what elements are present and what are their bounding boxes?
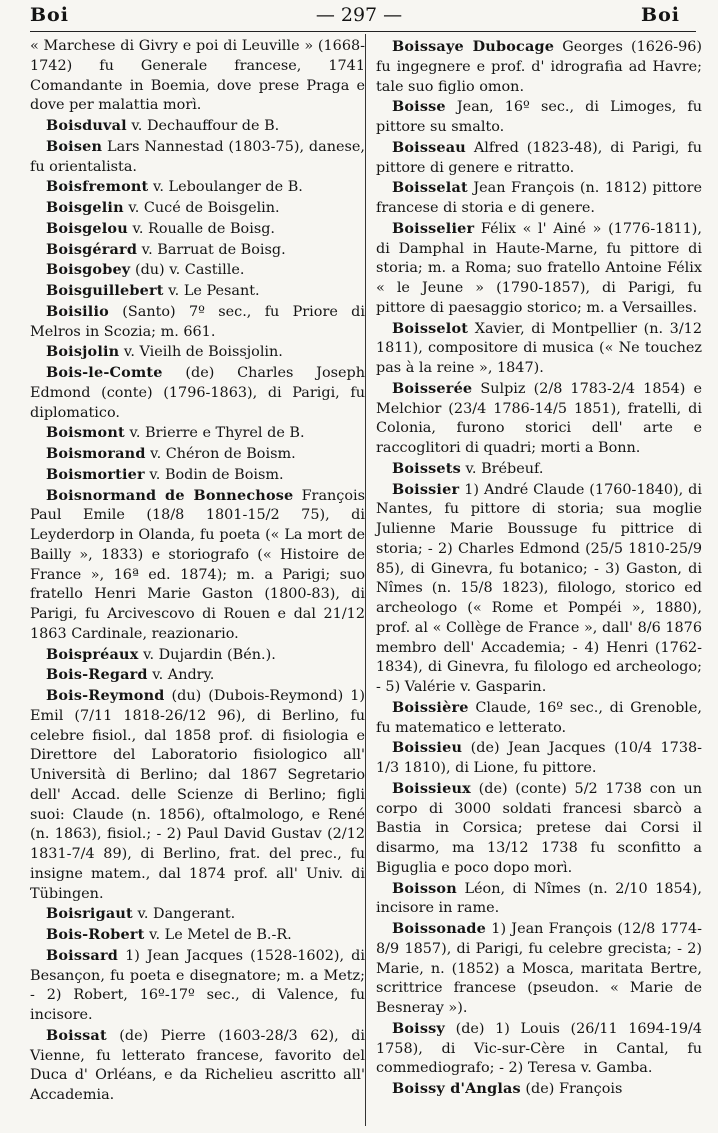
- entry-headword: Boisilio: [46, 302, 109, 320]
- dictionary-entry: [30, 260, 365, 281]
- entry-headword: Boismortier: [46, 465, 145, 483]
- dictionary-entry: [376, 779, 702, 879]
- entry-text: François Paul Emile (18/8 1801-15/2 75), di Leyderdorp in Olanda, fu poeta (« La mort de Bailly », 1833) e storiografo (« Histoire de France », 16ª ed. 1874); m. a Parigi; suo fratello Henri Marie Gaston (1800-83), di Parigi, fu Arcivescovo di Rouen e dal 21/12 1863 Cardinale, reazionario.: [30, 487, 365, 642]
- dictionary-entry: [30, 137, 365, 178]
- entry-text: v. Brierre e Thyrel de B.: [124, 425, 305, 442]
- entry-text: Lars Nannestad (1803-75), danese, fu orientalista.: [30, 138, 365, 175]
- entry-headword: Boisfremont: [46, 178, 149, 196]
- entry-text: Georges (1626-96) fu ingegnere e prof. d' idrografia ad Havre; tale suo figlio omon.: [376, 39, 703, 95]
- entry-headword: Boisnormand de Bonnechose: [46, 486, 294, 504]
- dictionary-entry: [30, 363, 365, 423]
- entry-text: « Marchese di Givry e poi di Leuville » (1668-1742) fu Generale francese, 1741 Comandante in Boemia, dove prese Praga e dove per malattia morì.: [30, 38, 365, 114]
- entry-headword: Boissat: [46, 1026, 107, 1044]
- dictionary-entry: [30, 1026, 365, 1106]
- entry-headword: Boissier: [392, 480, 460, 498]
- dictionary-entry: [30, 177, 365, 198]
- entry-headword: Boisguillebert: [46, 282, 164, 299]
- entry-text: v. Vieilh de Boissjolin.: [119, 344, 283, 361]
- dictionary-entry: [30, 465, 365, 486]
- entry-headword: Bois-le-Comte: [46, 364, 163, 381]
- dictionary-entry: [30, 116, 365, 137]
- entry-text: v. Chéron de Boism.: [145, 446, 296, 462]
- entry-headword: Boisson: [392, 879, 457, 897]
- dictionary-entry: [376, 459, 702, 480]
- dictionary-entry: [30, 444, 365, 465]
- entry-text: Alfred (1823-48), di Parigi, fu pittore di genere e ritratto.: [376, 139, 702, 176]
- entry-text: Léon, di Nîmes (n. 2/10 1854), incisore in rame.: [376, 880, 702, 917]
- dictionary-entry: [376, 698, 702, 739]
- entry-headword: Boismorand: [46, 445, 146, 462]
- entry-headword: Boissaye Dubocage: [392, 38, 555, 55]
- entry-headword: Boismont: [46, 424, 125, 442]
- dictionary-entry: [376, 319, 702, 379]
- entry-headword: Boissonade: [392, 920, 487, 937]
- entry-text: v. Dechauffour de B.: [126, 118, 280, 134]
- entry-headword: Boissard: [46, 946, 119, 964]
- entry-headword: Boissets: [392, 459, 461, 477]
- entry-text: v. Le Pesant.: [163, 283, 260, 299]
- dictionary-entry: [376, 379, 702, 459]
- entry-text: (Santo) 7º sec., fu Priore di Melros in Scozia; m. 661.: [30, 303, 365, 340]
- dictionary-entry: [30, 281, 365, 302]
- dictionary-entry: [30, 240, 365, 261]
- dictionary-entry: [376, 738, 702, 779]
- entry-text: Jean, 16º sec., di Limoges, fu pittore su smalto.: [376, 99, 702, 135]
- entry-text: Sulpiz (2/8 1783-2/4 1854) e Melchior (23/4 1786-14/5 1851), fratelli, di Colonia, furono storici dell' arte e raccoglitori di quadri; morti a Bonn.: [376, 380, 702, 456]
- entry-text: (de) François: [520, 1081, 623, 1097]
- entry-text: 1) Jean François (12/8 1774-8/9 1857), di Parigi, fu celebre grecista; - 2) Marie, n. (1852) a Mosca, maritata Bertre, scrittrice francese (pseudon. « Marie de Besneray »).: [376, 921, 702, 1016]
- dictionary-entry: [376, 879, 702, 920]
- entry-text: Claude, 16º sec., di Grenoble, fu matematico e letterato.: [376, 699, 702, 736]
- entry-text: 1) Jean Jacques (1528-1602), di Besançon, fu poeta e disegnatore; m. a Metz; - 2) Robert, 16º-17º sec., di Valence, fu incisore.: [30, 947, 365, 1023]
- dictionary-entry: [30, 342, 365, 363]
- entry-headword: Boisserée: [392, 379, 473, 397]
- entry-text: (du) v. Castille.: [130, 262, 245, 279]
- entry-text: (de) (conte) 5/2 1738 con un corpo di 3000 soldati francesi sbarcò a Bastia in Corsica; pretese dai Corsi il disarmo, ma 13/12 1738 fu sconfitto a Biguglia e poco dopo morì.: [376, 780, 702, 876]
- entry-headword: Boissy d'Anglas: [392, 1080, 521, 1097]
- dictionary-entry: [30, 665, 365, 686]
- dictionary-entry: [30, 946, 365, 1026]
- entry-headword: Boissieu: [392, 739, 463, 757]
- dictionary-entry: [376, 178, 702, 219]
- dictionary-entry: [30, 423, 365, 444]
- entry-headword: Boisselat: [392, 179, 468, 197]
- dictionary-entry: [30, 486, 365, 645]
- entry-text: (du) (Dubois-Reymond) 1) Emil (7/11 1818-26/12 96), di Berlino, fu celebre fisiol., dal 1858 prof. di fisiologia e Direttore del Laboratorio fisiologico all' Università di Berlino; dal 1867 Segretario dell' Accad. delle Scienze di Berlino; figli suoi: Claude (n. 1856), oftalmologo, e René (n. 1863), fisiol.; - 2) Paul David Gustav (2/12 1831-7/4 89), di Berlino, frat. del prec., fu insigne matem., dal 1874 prof. all' Univ. di Tübingen.: [30, 688, 365, 902]
- entry-headword: Boisgérard: [46, 240, 138, 258]
- entry-text: v. Andry.: [147, 667, 215, 684]
- dictionary-entry: [376, 480, 702, 698]
- entry-text: v. Barruat de Boisg.: [137, 241, 286, 258]
- dictionary-entry: [376, 138, 702, 179]
- right-column: [376, 37, 702, 1100]
- entry-headword: Boisse: [392, 98, 446, 116]
- dictionary-entry: [30, 686, 365, 904]
- dictionary-entry: [30, 198, 365, 219]
- entry-text: v. Leboulanger de B.: [148, 179, 303, 196]
- entry-text: Jean François (n. 1812) pittore francese di storia e di genere.: [376, 180, 702, 216]
- column-divider: [365, 34, 366, 1126]
- dictionary-entry: [376, 219, 702, 319]
- page-number: — 297 —: [315, 4, 403, 26]
- entry-headword: Bois-Robert: [46, 926, 145, 943]
- header-rule: [30, 31, 696, 32]
- entry-text: (de) Jean Jacques (10/4 1738-1/3 1810), di Lione, fu pittore.: [376, 740, 702, 776]
- dictionary-entry: [376, 37, 702, 97]
- dictionary-entry: [30, 302, 365, 343]
- entry-text: v. Cucé de Boisgelin.: [123, 200, 280, 216]
- entry-text: Félix « l' Ainé » (1776-1811), di Damphal in Haute-Marne, fu pittore di storia; m. a Roma; suo fratello Antoine Félix « le Jeune » (1790-1857), di Parigi, fu pittore di paesaggio storico; m. a Versailles.: [376, 220, 702, 316]
- entry-text: v. Roualle de Boisg.: [127, 220, 275, 237]
- entry-text: v. Bodin de Boism.: [144, 466, 284, 483]
- entry-headword: Boisduval: [46, 117, 127, 134]
- entry-text: (de) 1) Louis (26/11 1694-19/4 1758), di Vic-sur-Cère in Cantal, fu commediografo; - 2) Teresa v. Gamba.: [376, 1020, 702, 1077]
- dictionary-entry: [30, 904, 365, 925]
- dictionary-entry: [30, 219, 365, 240]
- entry-headword: Boisselier: [392, 219, 475, 237]
- entry-headword: Boissy: [392, 1019, 445, 1037]
- entry-text: v. Dujardin (Bén.).: [138, 646, 276, 663]
- entry-headword: Boissière: [392, 698, 469, 716]
- entry-text: (de) Pierre (1603-28/3 62), di Vienne, fu letterato francese, favorito del Duca d' Orléans, e da Richelieu ascritto all' Accademia.: [30, 1027, 365, 1103]
- entry-text: v. Le Metel de B.-R.: [144, 927, 292, 943]
- entry-text: Xavier, di Montpellier (n. 3/12 1811), compositore di musica (« Ne touchez pas à la reine », 1847).: [376, 320, 702, 376]
- entry-text: 1) André Claude (1760-1840), di Nantes, fu pittore di storia; sua moglie Julienne Marie Boussuge fu pittrice di storia; - 2) Charles Edmond (25/5 1810-25/9 85), di Ginevra, fu botanico; - 3) Gaston, di Nîmes (n. 15/8 1823), filologo, storico ed archeologo (« Rome et Pompéi », 1880), prof. al « Collège de France », dall' 8/6 1876 membro dell' Accademia; - 4) Henri (1762-1834), di Ginevra, fu filologo ed archeologo; - 5) Valérie v. Gasparin.: [376, 481, 702, 695]
- entry-headword: Boispréaux: [46, 645, 139, 663]
- header-left-guideword: Boi: [30, 4, 69, 26]
- entry-text: (de) Charles Joseph Edmond (conte) (1796-1863), di Parigi, fu diplomatico.: [30, 365, 365, 421]
- entry-headword: Bois-Regard: [46, 666, 148, 684]
- entry-headword: Boissieux: [392, 779, 471, 797]
- dictionary-entry: [376, 1019, 702, 1079]
- left-column: [30, 37, 365, 1106]
- dictionary-entry: [30, 645, 365, 666]
- entry-headword: Boisrigaut: [46, 905, 133, 923]
- dictionary-entry: [30, 925, 365, 946]
- entry-headword: Boisen: [46, 137, 103, 155]
- entry-headword: Boisgelou: [46, 219, 128, 237]
- dictionary-entry: [30, 37, 365, 116]
- entry-headword: Boisgobey: [46, 261, 131, 279]
- entry-headword: Bois-Reymond: [46, 687, 165, 704]
- dictionary-entry: [376, 97, 702, 138]
- entry-headword: Boisselot: [392, 319, 469, 337]
- entry-text: v. Brébeuf.: [460, 460, 544, 477]
- dictionary-entry: [376, 919, 702, 1019]
- entry-text: v. Dangerant.: [132, 906, 236, 923]
- dictionary-entry: [376, 1079, 702, 1100]
- entry-headword: Boisgelin: [46, 199, 124, 216]
- entry-headword: Boisseau: [392, 138, 466, 156]
- header-right-guideword: Boi: [641, 4, 680, 26]
- page-header: [0, 0, 718, 32]
- entry-headword: Boisjolin: [46, 343, 120, 361]
